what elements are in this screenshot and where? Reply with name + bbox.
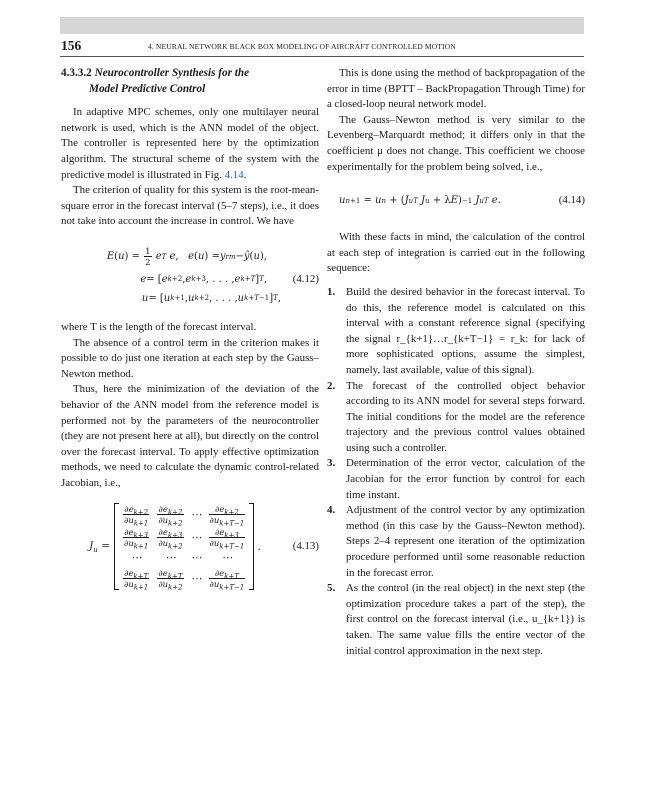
section-title-line2: Model Predictive Control: [89, 82, 206, 95]
section-title-line1: Neurocontroller Synthesis for the: [94, 67, 250, 79]
paragraph: The criterion of quality for this system is the root-mean-square error in the forecast interval (5–7 steps), i.e., it does not take into account the increase in control. We have: [61, 184, 319, 228]
list-number: 3.: [327, 457, 336, 470]
list-item: [327, 503, 585, 581]
header-bar: [60, 17, 584, 34]
list-text: As the control (in the real object) in the next step (the optimization procedure takes a part of the step), the first control on the forecast interval (i.e., u_{k+1}) is taken. The same value fills the entire vector of the initial control approximation in the next step.: [346, 582, 585, 657]
equation-4-14: u n+1 = u n + ( J u T J u + λ E ) −1 J u T e . (4.14): [327, 191, 585, 210]
equation-number: (4.12): [292, 272, 319, 285]
right-column: [327, 66, 585, 659]
list-number: 5.: [327, 582, 336, 595]
list-item: [327, 379, 585, 457]
paragraph: The Gauss–Newton method is very similar to the Levenberg–Marquardt method; it differs only in that the coefficient μ does not change. This coefficient we choose experimentally for the problem being solved, i.e.,: [327, 113, 585, 173]
header-rule: [60, 56, 584, 57]
paragraph: With these facts in mind, the calculation of the control at each step of integration is carried out in the following sequence:: [327, 231, 585, 275]
paragraph: where T is the length of the forecast interval.: [61, 320, 257, 333]
list-text: Determination of the error vector, calculation of the Jacobian for the error function by control for each time instant.: [346, 457, 585, 501]
paragraph: This is done using the method of backpropagation of the error in time (BPTT – BackPropagation Through Time) for a closed-loop neural network model.: [327, 67, 585, 111]
paragraph: Thus, here the minimization of the deviation of the behavior of the ANN model from the reference model is performed not by the parameters of the neurocontroller (they are not present here at all), but directly on the control over the forecast interval. To apply effective optimization methods, we need to calculate the dynamic control-related Jacobian, i.e.,: [61, 383, 319, 489]
equation-number: (4.13): [292, 539, 319, 552]
paragraph: [61, 105, 319, 183]
section-title: [61, 66, 319, 97]
list-number: 4.: [327, 504, 336, 517]
list-item: [327, 581, 585, 659]
equation-4-12: E ( u ) = $\frac{1}{2}$ e T e , e ( u ) = y rm − ŷ ( u ), e = [ e k+2 , e k+3 , . . . , e k+T ] T , (4.12) u = [ u k+1 , u k+2 , . . . , u k+T−1 ] T ,: [106, 246, 319, 304]
paragraph-text: .: [243, 168, 247, 181]
paragraph: The absence of a control term in the criterion makes it possible to do just one iteration at each step by the Gauss–Newton method.: [61, 336, 319, 380]
list-number: 2.: [327, 379, 336, 392]
section-number: 4.3.3.2: [61, 67, 92, 79]
list-item: [327, 285, 585, 379]
list-text: Adjustment of the control vector by any optimization method (in this case by the Gauss–Newton method). Steps 2–4 represent one iteration of the optimization procedure performed until some reasonable reduction in the forecast error.: [346, 504, 585, 579]
jacobian-matrix: $\frac{\partial e_{k+2}}{\partial u_{k+1}}$ $\frac{\partial e_{k+2}}{\partial u_{k+2}}$ ⋯ $\frac{\partial e_{k+2}}{\partial u_{k+T-1}}$ $\frac{\partial e_{k+3}}{\partial u_{k+1}}$ $\frac{\partial e_{k+3}}{\partial u_{k+2}}$ ⋯ $\frac{\partial e_{k+3}}{\partial u_{k+T-1}}$ ⋯ ⋯ ⋯ ⋯ $\frac{\partial e_{k+T}}{\partial u_{k+1}}$ $\frac{\partial e_{k+T}}{\partial u_{k+2}}$ ⋯ $\frac{\partial e_{k+T}}{\partial u_{k+T-1}}$: [114, 503, 254, 590]
equation-4-13: $J_u$ = $\frac{\partial e_{k+2}}{\partial u_{k+1}}$ $\frac{\partial e_{k+2}}{\partial u_{k+2}}$ ⋯ $\frac{\partial e_{k+2}}{\partial u_{k+T-1}}$ $\frac{\partial e_{k+3}}{\partial u_{k+1}}$ $\frac{\partial e_{k+3}}{\partial u_{k+2}}$ ⋯ $\frac{\partial e_{k+3}}{\partial u_{k+T-1}}$ ⋯ ⋯ ⋯ ⋯ $\frac{\partial e_{k+T}}{\partial u_{k+1}}$ $\frac{\partial e_{k+T}}{\partial u_{k+2}}$ ⋯ $\frac{\partial e_{k+T}}{\partial u_{k+T-1}}$ . (4.13): [89, 504, 319, 592]
list-text: The forecast of the controlled object behavior according to its ANN model for several steps forward. The initial conditions for the model are the reference trajectory and the previous control values obtained using such a controller.: [346, 379, 585, 454]
left-column: [61, 66, 319, 590]
figure-link[interactable]: 4.14: [224, 168, 244, 181]
page-number: 156: [61, 38, 82, 53]
procedure-steps: [327, 285, 585, 659]
running-head: 4. NEURAL NETWORK BLACK BOX MODELING OF AIRCRAFT CONTROLLED MOTION: [148, 42, 456, 51]
equation-number: (4.14): [558, 193, 585, 206]
list-item: [327, 456, 585, 503]
list-number: 1.: [327, 285, 336, 298]
paragraph-text: In adaptive MPC schemes, only one multilayer neural network is used, which is the ANN model of the object. The controller is represented here by the optimization algorithm. The structural scheme of the system with the predictive model is illustrated in Fig.: [61, 106, 319, 181]
list-text: Build the desired behavior in the forecast interval. To do this, the reference model is calculated on this interval with a constant reference signal (specifying the signal r_{k+1}…r_{k+T−1} = r_k: for lack of more sophisticated options, assume the simplest, namely, last available, value of this signal).: [346, 285, 585, 376]
